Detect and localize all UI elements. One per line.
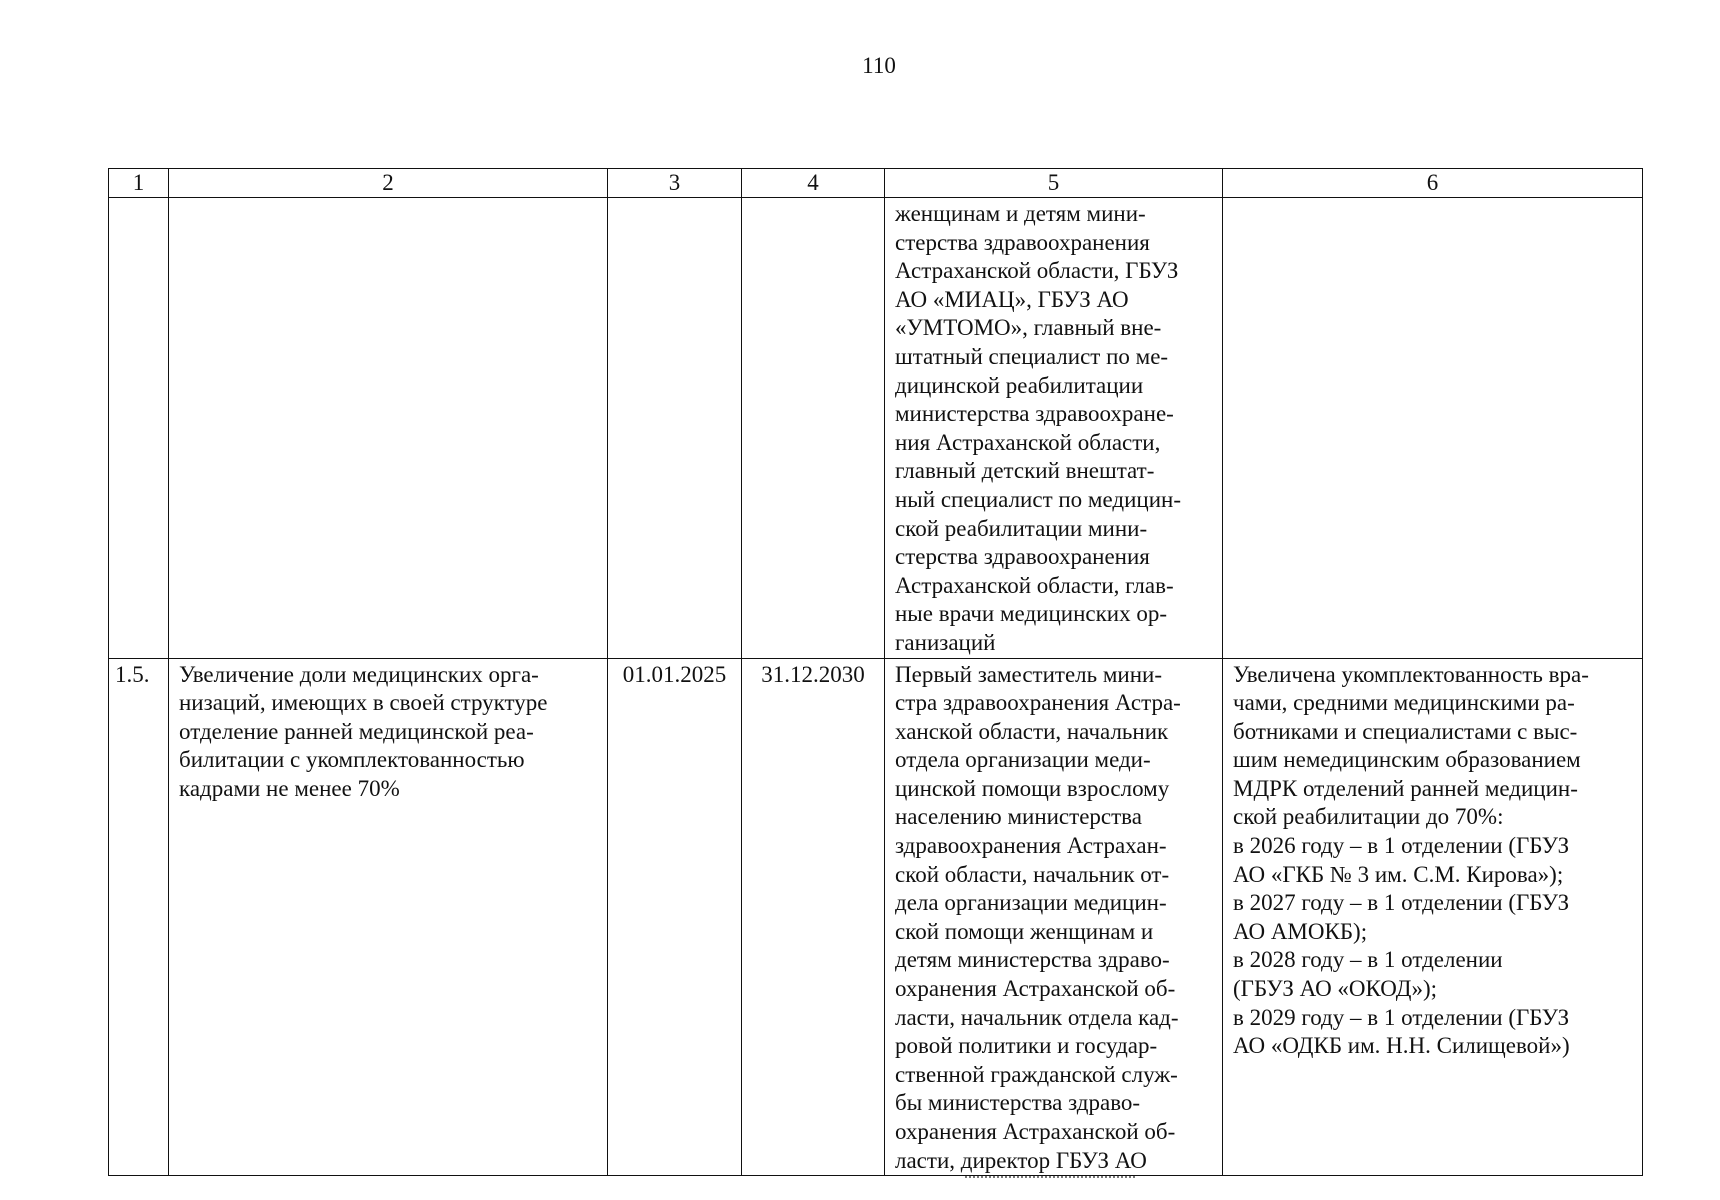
column-header-5: 5 <box>885 169 1223 198</box>
end-date-cell <box>742 198 885 659</box>
responsible-cell: Первый заместитель мини- стра здравоохранения Астра- ханской области, начальник отдела организации меди- цинской помощи взрослому населению министерства здравоохранения Астрахан- ской области, начальник от- дела организации медицин- ской помощи женщинам и детям министерства здраво- охранения Астраханской об- ласти, начальник отдела кад- ровой политики и государ- ственной гражданской служ- бы министерства здраво- охранения Астраханской об- ласти, директор ГБУЗ АО <box>885 658 1223 1176</box>
column-header-6: 6 <box>1223 169 1643 198</box>
table-row <box>109 198 1643 659</box>
responsible-cell: женщинам и детям мини- стерства здравоохранения Астраханской области, ГБУЗ АО «МИАЦ», ГБУЗ АО «УМТОМО», главный вне- штатный специалист по ме- дицинской реабилитации министерства здравоохране- ния Астраханской области, главный детский внештат- ный специалист по медицин- ской реабилитации мини- стерства здравоохранения Астраханской области, глав- ные врачи медицинских ор- ганизаций <box>885 198 1223 659</box>
row-number-cell: 1.5. <box>109 658 169 1176</box>
column-header-1: 1 <box>109 169 169 198</box>
end-date-cell: 31.12.2030 <box>742 658 885 1176</box>
document-table <box>108 168 1643 1176</box>
table-row <box>109 658 1643 1176</box>
column-header-3: 3 <box>608 169 742 198</box>
row-number-cell <box>109 198 169 659</box>
activity-cell: Увеличение доли медицинских орга- низаций, имеющих в своей структуре отделение ранней медицинской реа- билитации с укомплектованностью кадрами не менее 70% <box>169 658 608 1176</box>
activity-cell <box>169 198 608 659</box>
result-cell <box>1223 198 1643 659</box>
page-number: 110 <box>862 53 896 78</box>
start-date-cell: 01.01.2025 <box>608 658 742 1176</box>
table-header-row <box>109 169 1643 198</box>
column-header-2: 2 <box>169 169 608 198</box>
start-date-cell <box>608 198 742 659</box>
column-header-4: 4 <box>742 169 885 198</box>
result-cell: Увеличена укомплектованность вра- чами, средними медицинскими ра- ботниками и специалистами с выс- шим немедицинским образованием МДРК отделений ранней медицин- ской реабилитации до 70%: в 2026 году – в 1 отделении (ГБУЗ АО «ГКБ № 3 им. С.М. Кирова»); в 2027 году – в 1 отделении (ГБУЗ АО АМОКБ); в 2028 году – в 1 отделении (ГБУЗ АО «ОКОД»); в 2029 году – в 1 отделении (ГБУЗ АО «ОДКБ им. Н.Н. Силищевой») <box>1223 658 1643 1176</box>
scan-artifact <box>965 1176 1135 1180</box>
